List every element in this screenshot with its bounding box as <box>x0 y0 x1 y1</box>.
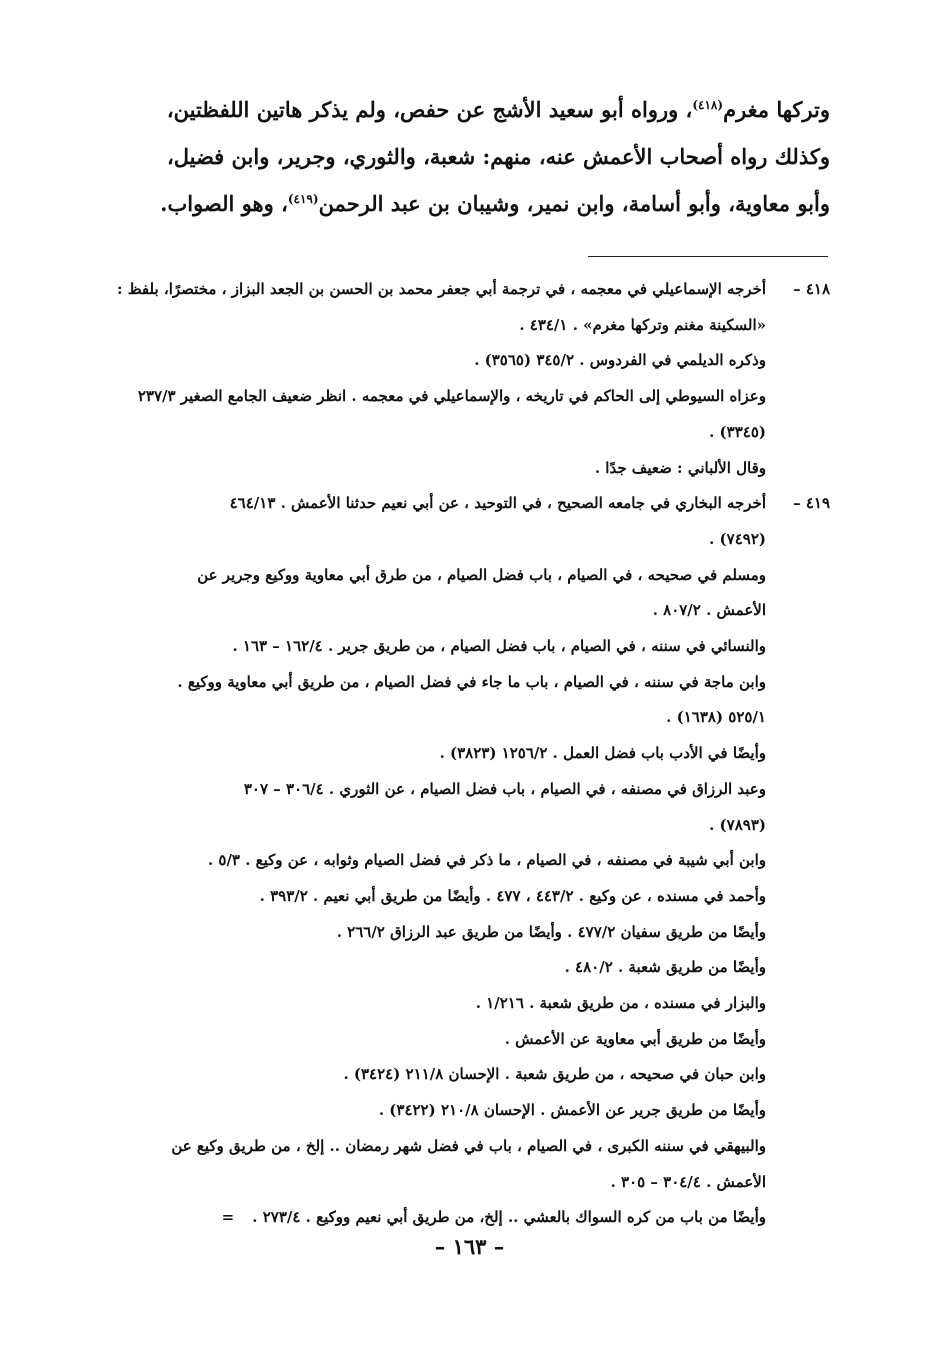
text-run: وتركها مغرم <box>723 97 830 122</box>
footnote-line: وعزاه السيوطي إلى الحاكم في تاريخه ، والإسماعيلي في معجمه . انظر ضعيف الجامع الصغير ٢٣٧/٣ <box>137 387 766 406</box>
footnote-line: وعبد الرزاق في مصنفه ، في الصيام ، باب فضل الصيام ، عن الثوري . ٣٠٦/٤ – ٣٠٧ <box>243 779 766 798</box>
footnote-number: ٤١٩ – <box>793 494 830 513</box>
footnote-line: الأعمش . ٨٠٧/٢ . <box>652 601 766 620</box>
footnote-line: أخرجه البخاري في جامعه الصحيح ، في التوحيد ، عن أبي نعيم حدثنا الأعمش . ٤٦٤/١٣ <box>229 494 766 513</box>
footnote-line: الأعمش . ٣٠٤/٤ – ٣٠٥ . <box>610 1172 766 1191</box>
page-number: – ١٦٣ – <box>434 1234 505 1259</box>
footnote-line-text: وأيضًا من باب من كره السواك بالعشي .. إلخ، من طريق أبي نعيم ووكيع . ٢٧٣/٤ . <box>252 1208 766 1227</box>
footnotes <box>100 272 830 1236</box>
footnote-line: (٧٤٩٢) . <box>709 529 766 548</box>
footnote-ref-418[interactable]: (٤١٨) <box>692 98 724 112</box>
footnote-line <box>100 1200 766 1236</box>
footnote-line: وأيضًا من طريق سفيان ٤٧٧/٢ . وأيضًا من طريق عبد الرزاق ٢٦٦/٢ . <box>336 922 766 941</box>
footnote-line: (٣٣٤٥) . <box>709 422 766 441</box>
footnote-line: ٥٢٥/١ (١٦٣٨) . <box>666 708 766 727</box>
footnote-number: ٤١٨ – <box>793 280 830 298</box>
footnote-line: وأيضًا من طريق جرير عن الأعمش . الإحسان ٢١٠/٨ (٣٤٢٢) . <box>378 1101 766 1120</box>
footnote-418 <box>100 272 830 486</box>
text-run: ، ورواه أبو سعيد الأشج عن حفص، ولم يذكر هاتين اللفظتين، <box>166 97 693 122</box>
footnote-line: وأيضًا من طريق أبي معاوية عن الأعمش . <box>504 1029 766 1048</box>
footnote-line: ومسلم في صحيحه ، في الصيام ، باب فضل الصيام ، من طرق أبي معاوية ووكيع وجرير عن <box>197 565 766 584</box>
footnote-line: والبزار في مسنده ، من طريق شعبة . ١/٢١٦ . <box>475 994 766 1013</box>
footnote-line: والبيهقي في سننه الكبرى ، في الصيام ، باب في فضل شهر رمضان .. إلخ ، من طريق وكيع عن <box>171 1136 766 1155</box>
main-text-line <box>110 180 830 227</box>
footnote-line: وقال الألباني : ضعيف جدًا . <box>594 458 766 477</box>
footnote-line: وابن أبي شيبة في مصنفه ، في الصيام ، ما ذكر في فضل الصيام وثوابه ، عن وكيع . ٥/٣ . <box>207 851 766 870</box>
continuation-mark: = <box>221 1208 235 1227</box>
footnote-line: وابن حبان في صحيحه ، من طريق شعبة . الإحسان ٢١١/٨ (٣٤٢٤) . <box>343 1065 766 1084</box>
footnote-line: والنسائي في سننه ، في الصيام ، باب فضل الصيام ، من طريق جرير . ١٦٢/٤ – ١٦٣ . <box>232 637 766 656</box>
main-text-line <box>110 86 830 133</box>
footnote-line: «السكينة مغنم وتركها مغرم» . ٤٣٤/١ . <box>519 315 766 334</box>
footnote-line: أخرجه الإسماعيلي في معجمه ، في ترجمة أبي جعفر محمد بن الحسن بن الجعد البزاز ، مختصرًا، بلفظ : <box>116 280 766 298</box>
footnote-line: (٧٨٩٣) . <box>709 815 766 834</box>
text-run: ، وهو الصواب. <box>160 191 288 216</box>
footnote-line: وأحمد في مسنده ، عن وكيع . ٤٤٣/٢ ، ٤٧٧ . وأيضًا من طريق أبي نعيم . ٣٩٣/٢ . <box>259 886 766 905</box>
footnote-line: وابن ماجة في سننه ، في الصيام ، باب ما جاء في فضل الصيام ، من طريق أبي معاوية ووكيع . <box>177 672 766 691</box>
footnote-419 <box>100 486 830 1236</box>
footnote-line: وذكره الديلمي في الفردوس . ٣٤٥/٢ (٣٥٦٥) . <box>474 351 766 370</box>
text-run: وأبو معاوية، وأبو أسامة، وابن نمير، وشيبان بن عبد الرحمن <box>318 191 830 216</box>
main-text-line: وكذلك رواه أصحاب الأعمش عنه، منهم: شعبة، والثوري، وجرير، وابن فضيل، <box>166 144 830 169</box>
footnote-ref-419[interactable]: (٤١٩) <box>287 192 319 206</box>
footnote-separator <box>588 256 828 257</box>
main-text <box>110 86 830 227</box>
footnote-line: وأيضًا من طريق شعبة . ٤٨٠/٢ . <box>564 958 766 977</box>
footnote-line: وأيضًا في الأدب باب فضل العمل . ١٢٥٦/٢ (٣٨٢٣) . <box>439 744 766 763</box>
